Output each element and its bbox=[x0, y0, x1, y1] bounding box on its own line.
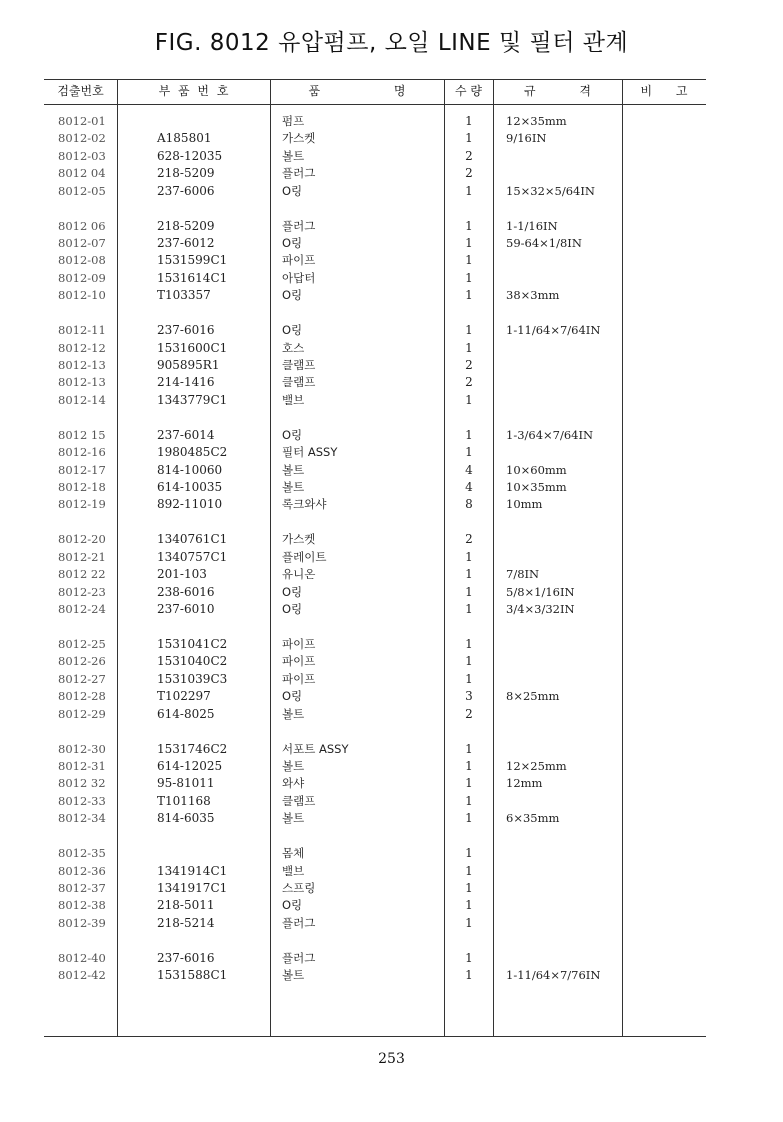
cell-no: 8012-42 bbox=[58, 968, 106, 983]
cell-no: 8012-19 bbox=[58, 497, 106, 512]
cell-part-no: 1341914C1 bbox=[157, 863, 228, 878]
table-row bbox=[44, 322, 706, 339]
cell-part-no: 892-11010 bbox=[157, 497, 223, 512]
table-row bbox=[44, 496, 706, 513]
cell-part-no: 1531746C2 bbox=[157, 741, 228, 756]
table-row bbox=[44, 218, 706, 235]
cell-name: 몸체 bbox=[282, 846, 305, 861]
table-row bbox=[44, 758, 706, 775]
cell-part-no: 218-5209 bbox=[157, 218, 215, 233]
table-row bbox=[44, 165, 706, 182]
page-title: FIG. 8012 유압펌프, 오일 LINE 및 필터 관계 bbox=[154, 30, 629, 56]
cell-part-no: 1531041C2 bbox=[157, 637, 228, 651]
cell-no: 8012-03 bbox=[58, 148, 106, 163]
cell-name: 볼트 bbox=[282, 462, 305, 477]
table-row bbox=[44, 967, 706, 984]
cell-spec: 1-3/64×7/64IN bbox=[506, 427, 594, 442]
cell-spec: 12×35mm bbox=[506, 114, 567, 128]
cell-part-no: 237-6006 bbox=[157, 183, 215, 198]
cell-name: 파이프 bbox=[282, 654, 316, 669]
cell-qty: 1 bbox=[465, 270, 473, 285]
cell-part-no: 814-10060 bbox=[157, 462, 223, 477]
table-row bbox=[44, 270, 706, 287]
cell-part-no: 214-1416 bbox=[157, 375, 215, 390]
cell-qty: 1 bbox=[465, 637, 473, 651]
cell-no: 8012-28 bbox=[58, 689, 106, 704]
cell-part-no: 237-6016 bbox=[157, 950, 215, 965]
cell-name: 볼트 bbox=[282, 706, 305, 721]
table-row bbox=[44, 671, 706, 688]
cell-name: 플레이트 bbox=[282, 549, 327, 564]
cell-qty: 2 bbox=[465, 358, 473, 372]
cell-name: 필터 ASSY bbox=[282, 445, 338, 460]
cell-name: 볼트 bbox=[282, 148, 305, 163]
cell-name: 플러그 bbox=[282, 915, 316, 930]
cell-spec: 5/8×1/16IN bbox=[506, 584, 575, 599]
cell-spec: 12mm bbox=[506, 776, 543, 791]
table-row bbox=[44, 479, 706, 496]
table-row bbox=[44, 688, 706, 705]
cell-qty: 1 bbox=[465, 549, 473, 564]
cell-no: 8012-18 bbox=[58, 480, 106, 494]
table-row bbox=[44, 601, 706, 618]
table-row bbox=[44, 775, 706, 792]
cell-name: 아답터 bbox=[282, 270, 316, 285]
cell-no: 8012 22 bbox=[58, 567, 106, 582]
table-row bbox=[44, 252, 706, 269]
cell-no: 8012-02 bbox=[58, 131, 106, 146]
cell-part-no: 237-6014 bbox=[157, 427, 215, 442]
cell-part-no: 614-8025 bbox=[157, 706, 215, 721]
table-row bbox=[44, 653, 706, 670]
cell-no: 8012-08 bbox=[58, 253, 106, 268]
cell-part-no: 814-6035 bbox=[157, 811, 215, 826]
cell-part-no: 1531614C1 bbox=[157, 270, 228, 285]
cell-qty: 2 bbox=[465, 166, 473, 181]
cell-qty: 1 bbox=[465, 114, 473, 128]
table-row bbox=[44, 915, 706, 932]
cell-name: 플러그 bbox=[282, 218, 316, 233]
cell-name: 가스켓 bbox=[282, 532, 316, 547]
parts-table bbox=[44, 76, 706, 1036]
cell-no: 8012-21 bbox=[58, 549, 106, 564]
cell-part-no: 1531040C2 bbox=[157, 654, 228, 669]
cell-qty: 2 bbox=[465, 532, 473, 547]
table-row bbox=[44, 897, 706, 914]
cell-part-no: 614-10035 bbox=[157, 480, 223, 494]
cell-no: 8012-36 bbox=[58, 863, 106, 878]
cell-name: O링 bbox=[282, 236, 303, 250]
cell-part-no: 1531600C1 bbox=[157, 340, 228, 355]
cell-no: 8012-07 bbox=[58, 236, 106, 250]
cell-qty: 2 bbox=[465, 148, 473, 163]
cell-part-no: A185801 bbox=[157, 131, 212, 146]
cell-spec: 3/4×3/32IN bbox=[506, 602, 575, 616]
cell-name: 와샤 bbox=[282, 776, 305, 791]
cell-no: 8012-29 bbox=[58, 706, 106, 721]
cell-no: 8012-13 bbox=[58, 358, 106, 372]
table-row bbox=[44, 549, 706, 566]
cell-spec: 59-64×1/8IN bbox=[506, 236, 582, 250]
cell-name: 볼트 bbox=[282, 480, 305, 494]
cell-name: 록크와샤 bbox=[282, 497, 327, 512]
cell-spec: 1-11/64×7/64IN bbox=[506, 323, 601, 338]
cell-part-no: 905895R1 bbox=[157, 358, 220, 372]
table-row bbox=[44, 235, 706, 252]
table-row bbox=[44, 950, 706, 967]
cell-no: 8012-31 bbox=[58, 759, 106, 773]
cell-no: 8012 04 bbox=[58, 166, 106, 181]
table-row bbox=[44, 566, 706, 583]
cell-part-no: 1980485C2 bbox=[157, 445, 228, 460]
cell-qty: 1 bbox=[465, 898, 473, 913]
cell-part-no: 95-81011 bbox=[157, 776, 215, 791]
table-row bbox=[44, 444, 706, 461]
cell-name: 플러그 bbox=[282, 166, 316, 181]
table-row bbox=[44, 374, 706, 391]
header-qty: 수 량 bbox=[455, 84, 482, 98]
cell-qty: 4 bbox=[465, 480, 473, 494]
cell-part-no: 614-12025 bbox=[157, 759, 223, 773]
cell-no: 8012-35 bbox=[58, 846, 106, 861]
cell-name: 볼트 bbox=[282, 759, 305, 773]
cell-name: O링 bbox=[282, 183, 303, 198]
table-row bbox=[44, 148, 706, 165]
cell-name: 유니온 bbox=[282, 567, 316, 582]
cell-name: O링 bbox=[282, 584, 303, 599]
cell-part-no: 1531039C3 bbox=[157, 671, 228, 686]
cell-no: 8012-09 bbox=[58, 270, 106, 285]
cell-name: O링 bbox=[282, 427, 303, 442]
cell-qty: 1 bbox=[465, 759, 473, 773]
cell-part-no: T102297 bbox=[157, 689, 211, 704]
table-row bbox=[44, 427, 706, 444]
cell-qty: 8 bbox=[465, 497, 473, 512]
cell-spec: 12×25mm bbox=[506, 759, 567, 773]
table-row bbox=[44, 340, 706, 357]
cell-name: 클램프 bbox=[282, 375, 316, 390]
cell-qty: 1 bbox=[465, 131, 473, 146]
header-no: 검출번호 bbox=[57, 84, 104, 98]
cell-qty: 1 bbox=[465, 968, 473, 983]
table-row bbox=[44, 793, 706, 810]
table-row bbox=[44, 392, 706, 409]
cell-spec: 15×32×5/64IN bbox=[506, 183, 595, 198]
cell-spec: 1-1/16IN bbox=[506, 218, 558, 233]
cell-name: O링 bbox=[282, 689, 303, 704]
table-row bbox=[44, 287, 706, 304]
cell-no: 8012-27 bbox=[58, 671, 106, 686]
cell-no: 8012-01 bbox=[58, 114, 106, 128]
cell-qty: 1 bbox=[465, 671, 473, 686]
cell-part-no: 237-6010 bbox=[157, 602, 215, 616]
cell-qty: 4 bbox=[465, 462, 473, 477]
cell-spec: 10mm bbox=[506, 497, 543, 512]
cell-no: 8012-20 bbox=[58, 532, 106, 547]
cell-no: 8012-05 bbox=[58, 183, 106, 198]
cell-no: 8012-33 bbox=[58, 793, 106, 808]
cell-name: 가스켓 bbox=[282, 131, 316, 146]
cell-no: 8012 06 bbox=[58, 218, 106, 233]
cell-part-no: 238-6016 bbox=[157, 584, 215, 599]
cell-part-no: 1340757C1 bbox=[157, 549, 228, 564]
cell-name: O링 bbox=[282, 602, 303, 616]
cell-part-no: 218-5214 bbox=[157, 915, 215, 930]
cell-no: 8012-40 bbox=[58, 950, 106, 965]
cell-no: 8012-13 bbox=[58, 375, 106, 390]
cell-spec: 8×25mm bbox=[506, 689, 560, 704]
cell-name: 서포트 ASSY bbox=[282, 741, 349, 756]
cell-spec: 38×3mm bbox=[506, 288, 560, 303]
cell-no: 8012-39 bbox=[58, 915, 106, 930]
cell-name: 밸브 bbox=[282, 392, 305, 407]
cell-name: 호스 bbox=[282, 340, 305, 355]
cell-qty: 1 bbox=[465, 881, 473, 895]
cell-part-no: 237-6012 bbox=[157, 236, 215, 250]
cell-name: 파이프 bbox=[282, 637, 316, 651]
cell-no: 8012-34 bbox=[58, 811, 106, 826]
cell-qty: 1 bbox=[465, 323, 473, 338]
cell-part-no: 201-103 bbox=[157, 567, 207, 582]
table-row bbox=[44, 880, 706, 897]
cell-qty: 1 bbox=[465, 776, 473, 791]
table-row bbox=[44, 113, 706, 130]
cell-part-no: 237-6016 bbox=[157, 323, 215, 338]
cell-qty: 1 bbox=[465, 654, 473, 669]
cell-name: 파이프 bbox=[282, 671, 316, 686]
cell-spec: 6×35mm bbox=[506, 811, 560, 826]
cell-qty: 1 bbox=[465, 427, 473, 442]
cell-name: O링 bbox=[282, 323, 303, 338]
cell-qty: 1 bbox=[465, 950, 473, 965]
cell-name: 클램프 bbox=[282, 793, 316, 808]
cell-part-no: 1343779C1 bbox=[157, 392, 228, 407]
cell-spec: 1-11/64×7/76IN bbox=[506, 968, 601, 983]
cell-name: 볼트 bbox=[282, 968, 305, 983]
header-name: 품 명 bbox=[308, 84, 406, 98]
cell-qty: 1 bbox=[465, 340, 473, 355]
cell-part-no: 218-5011 bbox=[157, 898, 215, 913]
table-row bbox=[44, 357, 706, 374]
cell-name: O링 bbox=[282, 898, 303, 913]
page-number: 253 bbox=[378, 1051, 405, 1067]
cell-no: 8012 32 bbox=[58, 776, 106, 791]
cell-no: 8012-11 bbox=[58, 323, 106, 338]
cell-part-no: 218-5209 bbox=[157, 166, 215, 181]
header-part-no: 부 품 번 호 bbox=[158, 84, 229, 98]
cell-part-no: 1340761C1 bbox=[157, 532, 228, 547]
cell-no: 8012-30 bbox=[58, 741, 106, 756]
cell-name: 밸브 bbox=[282, 863, 305, 878]
cell-name: 파이프 bbox=[282, 253, 316, 268]
cell-part-no: T103357 bbox=[157, 288, 211, 303]
table-row bbox=[44, 863, 706, 880]
cell-qty: 1 bbox=[465, 218, 473, 233]
table-row bbox=[44, 130, 706, 147]
cell-qty: 1 bbox=[465, 253, 473, 268]
cell-name: 펌프 bbox=[282, 114, 305, 128]
cell-no: 8012-12 bbox=[58, 340, 106, 355]
cell-name: O링 bbox=[282, 288, 303, 303]
table-row bbox=[44, 584, 706, 601]
cell-spec: 9/16IN bbox=[506, 131, 547, 146]
cell-qty: 1 bbox=[465, 584, 473, 599]
table-top-rule bbox=[44, 79, 706, 80]
cell-no: 8012-16 bbox=[58, 445, 106, 460]
cell-name: 볼트 bbox=[282, 811, 305, 826]
table-row bbox=[44, 462, 706, 479]
cell-part-no: 1531588C1 bbox=[157, 968, 228, 983]
cell-qty: 1 bbox=[465, 602, 473, 616]
cell-qty: 1 bbox=[465, 811, 473, 826]
table-row bbox=[44, 183, 706, 200]
cell-spec: 10×60mm bbox=[506, 462, 567, 477]
table-row bbox=[44, 636, 706, 653]
cell-spec: 7/8IN bbox=[506, 567, 540, 582]
table-bottom-rule bbox=[44, 1036, 706, 1037]
cell-part-no: 1531599C1 bbox=[157, 253, 228, 268]
cell-qty: 2 bbox=[465, 706, 473, 721]
header-remark: 비 고 bbox=[640, 84, 688, 98]
cell-part-no: 628-12035 bbox=[157, 148, 223, 163]
cell-no: 8012-26 bbox=[58, 654, 106, 669]
cell-qty: 1 bbox=[465, 567, 473, 582]
cell-no: 8012 15 bbox=[58, 427, 106, 442]
table-row bbox=[44, 845, 706, 862]
cell-no: 8012-17 bbox=[58, 462, 106, 477]
cell-qty: 1 bbox=[465, 392, 473, 407]
cell-name: 클램프 bbox=[282, 358, 316, 372]
cell-qty: 1 bbox=[465, 236, 473, 250]
table-row bbox=[44, 706, 706, 723]
cell-qty: 1 bbox=[465, 915, 473, 930]
cell-no: 8012-14 bbox=[58, 392, 106, 407]
cell-no: 8012-24 bbox=[58, 602, 106, 616]
table-row bbox=[44, 531, 706, 548]
cell-qty: 3 bbox=[465, 689, 473, 704]
cell-no: 8012-37 bbox=[58, 881, 106, 895]
cell-name: 플러그 bbox=[282, 950, 316, 965]
cell-name: 스프링 bbox=[282, 881, 316, 895]
cell-qty: 1 bbox=[465, 741, 473, 756]
cell-qty: 1 bbox=[465, 793, 473, 808]
cell-qty: 1 bbox=[465, 183, 473, 198]
cell-qty: 2 bbox=[465, 375, 473, 390]
cell-qty: 1 bbox=[465, 863, 473, 878]
cell-qty: 1 bbox=[465, 445, 473, 460]
header-spec: 규 격 bbox=[524, 84, 591, 98]
cell-no: 8012-38 bbox=[58, 898, 106, 913]
cell-no: 8012-10 bbox=[58, 288, 106, 303]
cell-no: 8012-23 bbox=[58, 584, 106, 599]
cell-spec: 10×35mm bbox=[506, 480, 567, 494]
cell-no: 8012-25 bbox=[58, 637, 106, 651]
table-row bbox=[44, 741, 706, 758]
cell-part-no: 1341917C1 bbox=[157, 881, 228, 895]
table-row bbox=[44, 810, 706, 827]
cell-qty: 1 bbox=[465, 288, 473, 303]
cell-part-no: T101168 bbox=[157, 793, 211, 808]
header-rule bbox=[44, 104, 706, 105]
cell-qty: 1 bbox=[465, 846, 473, 861]
